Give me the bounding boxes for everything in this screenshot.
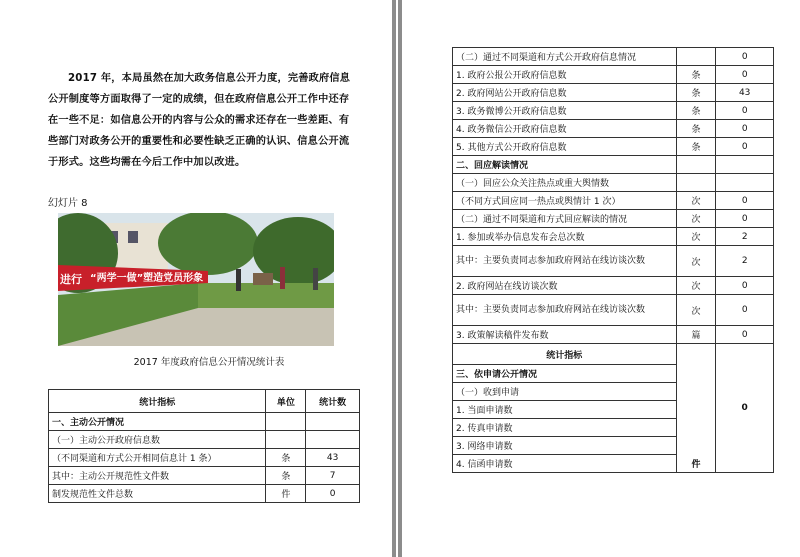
row-normative: 其中：主动公开规范性文件数	[49, 467, 266, 485]
row-issued-unit: 件	[266, 485, 306, 503]
row-press-conf-value: 2	[716, 228, 774, 246]
header-unit: 单位	[266, 390, 306, 413]
row-received: （一）收到申请	[453, 383, 677, 401]
row-policy-release-unit: 篇	[676, 326, 716, 344]
row-issued-value: 0	[306, 485, 360, 503]
row-proactive-note: （不同渠道和方式公开相同信息计 1 条）	[49, 449, 266, 467]
row-press-conf: 1. 参加或举办信息发布会总次数	[453, 228, 677, 246]
row-website-unit: 条	[676, 84, 716, 102]
request-unit: 件	[676, 344, 716, 473]
row-proactive-unit: 条	[266, 449, 306, 467]
row-press-conf-leader-unit: 次	[676, 246, 716, 277]
row-channels-value: 0	[716, 48, 774, 66]
stats-table-left	[48, 389, 360, 503]
row-proactive-count: （一）主动公开政府信息数	[49, 431, 266, 449]
row-other-value: 0	[716, 138, 774, 156]
section-proactive: 一、主动公开情况	[49, 413, 266, 431]
row-channels: （二）通过不同渠道和方式公开政府信息情况	[453, 48, 677, 66]
section-request: 三、依申请公开情况	[453, 365, 677, 383]
row-website: 2. 政府网站公开政府信息数	[453, 84, 677, 102]
row-in-person: 1. 当面申请数	[453, 401, 677, 419]
row-website-value: 43	[716, 84, 774, 102]
row-fax: 2. 传真申请数	[453, 419, 677, 437]
row-normative-unit: 条	[266, 467, 306, 485]
row-other: 5. 其他方式公开政府信息数	[453, 138, 677, 156]
row-gazette-value: 0	[716, 66, 774, 84]
row-response-channels-value: 0	[716, 210, 774, 228]
row-hotspot-note: （不同方式回应同一热点或舆情计 1 次）	[453, 192, 677, 210]
row-other-unit: 条	[676, 138, 716, 156]
row-press-conf-unit: 次	[676, 228, 716, 246]
row-gazette: 1. 政府公报公开政府信息数	[453, 66, 677, 84]
row-online-interview-unit: 次	[676, 277, 716, 295]
row-press-conf-leader: 其中：主要负责同志参加政府网站在线访谈次数	[453, 246, 677, 277]
row-letter: 4. 信函申请数	[453, 455, 677, 473]
row-weibo-value: 0	[716, 102, 774, 120]
row-issued: 制发规范性文件总数	[49, 485, 266, 503]
left-page	[34, 0, 384, 557]
table-caption: 2017 年度政府信息公开情况统计表	[133, 357, 285, 368]
row-online-interview-value: 0	[716, 277, 774, 295]
row-policy-release-value: 0	[716, 326, 774, 344]
banner-text: “两学一做”塑造党员形象	[90, 273, 204, 284]
row-online-interview-leader: 其中：主要负责同志参加政府网站在线访谈次数	[453, 295, 677, 326]
right-page	[440, 0, 780, 557]
stats-table-right	[452, 47, 774, 473]
row-weibo-unit: 条	[676, 102, 716, 120]
row-response-channels-unit: 次	[676, 210, 716, 228]
request-value: 0	[716, 344, 774, 473]
row-online-interview-leader-unit: 次	[676, 295, 716, 326]
row-response-channels: （二）通过不同渠道和方式回应解读的情况	[453, 210, 677, 228]
row-online: 3. 网络申请数	[453, 437, 677, 455]
slide-label: 幻灯片 8	[48, 198, 88, 209]
row-wechat-unit: 条	[676, 120, 716, 138]
row-press-conf-leader-value: 2	[716, 246, 774, 277]
row-hotspot-value: 0	[716, 192, 774, 210]
row-hotspot: （一）回应公众关注热点或重大舆情数	[453, 174, 677, 192]
row-online-interview: 2. 政府网站在线访谈次数	[453, 277, 677, 295]
row-wechat: 4. 政务微信公开政府信息数	[453, 120, 677, 138]
summary-paragraph: 2017 年，本局虽然在加大政务信息公开力度，完善政府信息公开制度等方面取得了一定的成绩，但在政府信息公开工作中还存在一些不足：如信息公开的内容与公众的需求还存在一些差距、有些部门对政务公开的重要性和必要性缺乏正确的认识、信息公开流于形式。这些均需在今后工作中加以改进。	[48, 73, 351, 168]
row-weibo: 3. 政务微博公开政府信息数	[453, 102, 677, 120]
banner-prefix: 进行	[60, 273, 82, 286]
header-indicator-2: 统计指标	[453, 344, 677, 365]
page-divider-right	[398, 0, 402, 557]
header-indicator: 统计指标	[49, 390, 266, 413]
page-divider-left	[392, 0, 396, 557]
row-policy-release: 3. 政策解读稿件发布数	[453, 326, 677, 344]
row-online-interview-leader-value: 0	[716, 295, 774, 326]
header-count: 统计数	[306, 390, 360, 413]
section-response: 二、回应解读情况	[453, 156, 677, 174]
row-wechat-value: 0	[716, 120, 774, 138]
row-proactive-value: 43	[306, 449, 360, 467]
row-normative-value: 7	[306, 467, 360, 485]
row-hotspot-unit: 次	[676, 192, 716, 210]
activity-photo	[58, 213, 334, 346]
row-gazette-unit: 条	[676, 66, 716, 84]
